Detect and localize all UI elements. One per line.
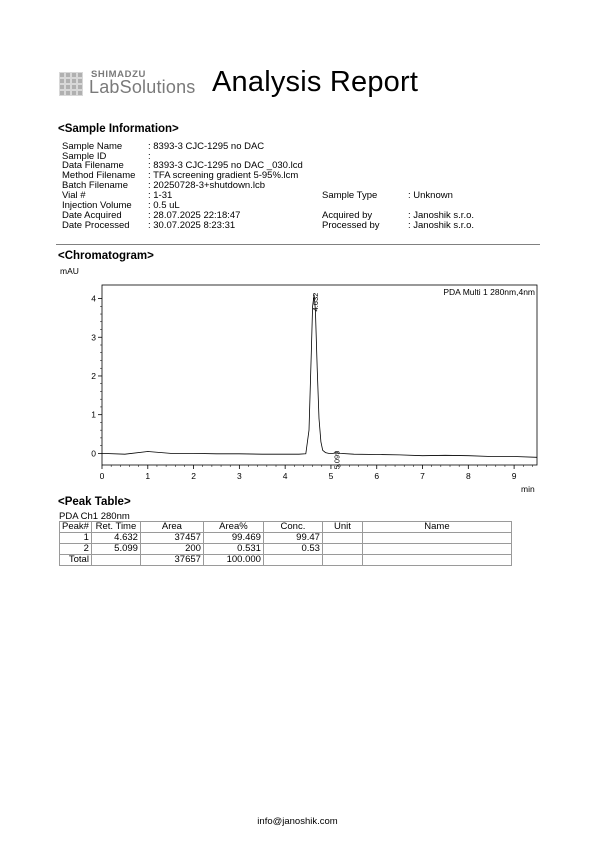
cell-peak: 2: [60, 544, 92, 555]
cell-total-area: 37657: [140, 555, 203, 566]
cell-total-area-percent: 100.000: [203, 555, 263, 566]
peak-label: 4.632: [311, 292, 321, 312]
peak-table: [59, 521, 512, 566]
field-value-data-filename: : 8393-3 CJC-1295 no DAC _030.lcd: [148, 160, 303, 171]
cell-total-unit: [322, 555, 362, 566]
cell-area-percent: 0.531: [203, 544, 263, 555]
sample-info-title: <Sample Information>: [58, 123, 179, 135]
cell-area: 37457: [140, 533, 203, 544]
cell-name: [362, 544, 511, 555]
field-label-date-processed: Date Processed: [62, 220, 130, 231]
legend-label: PDA Multi 1 280nm,4nm: [443, 287, 535, 297]
field-label-method-filename: Method Filename: [62, 170, 136, 181]
header-unit: Unit: [322, 522, 362, 533]
x-tick-label: 6: [374, 471, 380, 481]
x-tick-label: 5: [328, 471, 334, 481]
x-unit-label: min: [521, 484, 535, 494]
peak-table-channel: PDA Ch1 280nm: [59, 511, 130, 522]
x-tick-label: 2: [191, 471, 196, 481]
header-peak: Peak#: [60, 522, 92, 533]
field-label-processed-by: Processed by: [322, 220, 380, 231]
table-total-row: [60, 555, 512, 566]
field-value-date-acquired: : 28.07.2025 22:18:47: [148, 210, 241, 221]
footer-email: info@janoshik.com: [257, 816, 338, 827]
cell-ret-time: 5.099: [91, 544, 140, 555]
header-area: Area: [140, 522, 203, 533]
field-value-sample-type: : Unknown: [408, 190, 453, 201]
x-tick-label: 8: [465, 471, 471, 481]
cell-peak: 1: [60, 533, 92, 544]
field-label-sample-name: Sample Name: [62, 141, 123, 152]
x-tick-label: 3: [237, 471, 242, 481]
header-name: Name: [362, 522, 511, 533]
field-label-data-filename: Data Filename: [62, 160, 124, 171]
table-header-row: [60, 522, 512, 533]
report-title: Analysis Report: [212, 66, 419, 98]
header-ret-time: Ret. Time: [91, 522, 140, 533]
x-tick-label: 0: [99, 471, 105, 481]
cell-total-conc: [263, 555, 322, 566]
field-value-acquired-by: : Janoshik s.r.o.: [408, 210, 475, 221]
cell-name: [362, 533, 511, 544]
x-axis: [100, 465, 533, 481]
field-label-vial: Vial #: [62, 190, 86, 201]
cell-ret-time: 4.632: [91, 533, 140, 544]
field-label-injection-volume: Injection Volume: [62, 200, 132, 211]
cell-unit: [322, 533, 362, 544]
brand-name-top: SHIMADZU: [91, 69, 146, 80]
field-value-vial: : 1-31: [148, 190, 173, 201]
peak-label: 5.099: [332, 450, 342, 470]
cell-total-name: [362, 555, 511, 566]
x-tick-label: 7: [420, 471, 425, 481]
field-value-sample-name: : 8393-3 CJC-1295 no DAC: [148, 141, 265, 152]
table-row: [60, 533, 512, 544]
cell-conc: 99.47: [263, 533, 322, 544]
cell-total-label: Total: [60, 555, 92, 566]
cell-area-percent: 99.469: [203, 533, 263, 544]
y-tick-label: 2: [91, 370, 96, 381]
x-tick-label: 1: [145, 471, 151, 481]
field-label-date-acquired: Date Acquired: [62, 210, 122, 221]
field-value-processed-by: : Janoshik s.r.o.: [408, 220, 475, 231]
y-tick-label: 4: [91, 293, 96, 304]
cell-total-ret-time: [91, 555, 140, 566]
y-unit-label: mAU: [60, 266, 79, 276]
field-label-sample-type: Sample Type: [322, 190, 378, 201]
header-conc: Conc.: [263, 522, 322, 533]
y-tick-label: 1: [91, 409, 96, 420]
field-value-injection-volume: : 0.5 uL: [148, 200, 180, 211]
y-axis: [91, 294, 102, 459]
cell-unit: [322, 544, 362, 555]
field-label-batch-filename: Batch Filename: [62, 180, 129, 191]
y-tick-label: 3: [91, 332, 96, 343]
field-value-batch-filename: : 20250728-3+shutdown.lcb: [148, 180, 265, 191]
cell-area: 200: [140, 544, 203, 555]
chromatogram-title: <Chromatogram>: [58, 250, 154, 262]
x-tick-label: 9: [511, 471, 517, 481]
header-area-percent: Area%: [203, 522, 263, 533]
brand-name-bottom: LabSolutions: [89, 77, 196, 97]
field-label-sample-id: Sample ID: [62, 151, 107, 162]
field-label-acquired-by: Acquired by: [322, 210, 373, 221]
peak-table-title: <Peak Table>: [58, 496, 131, 508]
cell-conc: 0.53: [263, 544, 322, 555]
field-value-method-filename: : TFA screening gradient 5-95%.lcm: [148, 170, 299, 181]
table-row: [60, 544, 512, 555]
field-value-date-processed: : 30.07.2025 8:23:31: [148, 220, 236, 231]
y-tick-label: 0: [91, 448, 96, 459]
field-value-sample-id: :: [148, 151, 151, 162]
x-tick-label: 4: [282, 471, 288, 481]
